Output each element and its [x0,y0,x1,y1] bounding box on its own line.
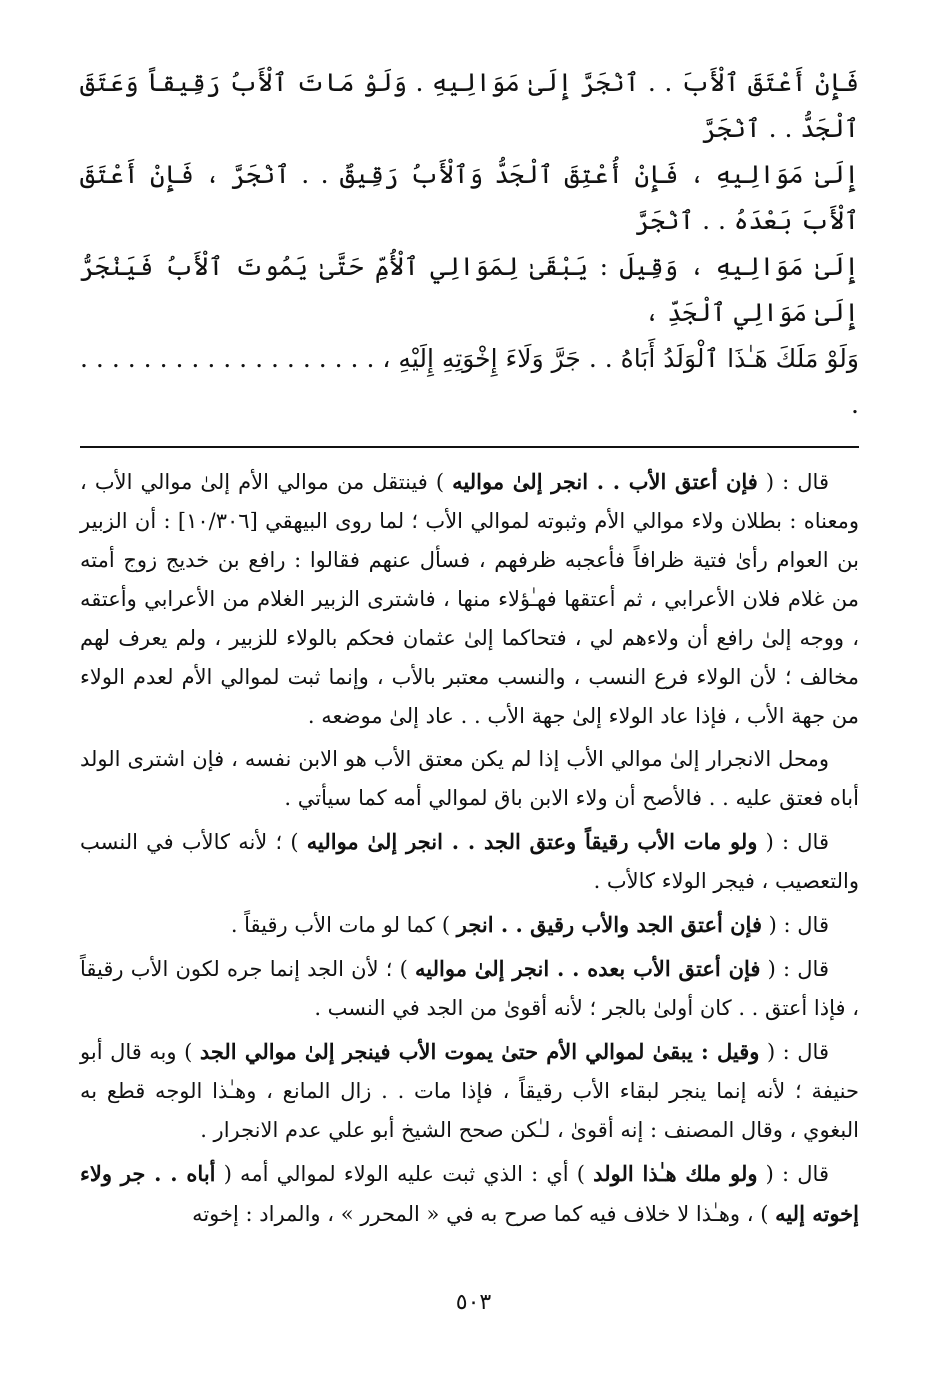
commentary-text: ) كما لو مات الأب رقيقاً . [230,913,457,937]
quoted-main-text: ولو ملك هـٰذا الولد [593,1161,758,1186]
commentary-text: ) فينتقل من موالي الأم إلىٰ موالي الأب ، ومعناه : بطلان ولاء موالي الأم وثبوته لموالي الأب ؛ لما روى البيهقي [١٠/٣٠٦] : أن الزبير بن العوام رأىٰ فتية ظرافاً فأعجبه ظرفهم ، فسأل عنهم فقالوا : رافع بن خديج زوج أمته من غلام فلان الأعرابي ، ثم أعتقها فهـٰؤلاء منها ، فاشترى الزبير الغلام من الأعرابي وأعتقه ، ووجه إلىٰ رافع أن ولاءهم لي ، فتحاكما إلىٰ عثمان فحكم بالولاء للزبير ، ولم يعرف لهم مخالف ؛ لأن الولاء فرع النسب ، والنسب معتبر بالأب ، وإنما ثبت لموالي الأم لعدم الولاء من جهة الأب ، فإذا عاد الولاء إلىٰ جهة الأب . . عاد إلىٰ موضعه . [80,470,859,728]
main-text-line: إِلَىٰ مَوَالِيهِ ، فَإِنْ أُعْتِقَ ٱلْجَدُّ وَٱلْأَبُ رَقِيقٌ . . ٱنْجَرَّ ، فَإِنْ أَعْتَقَ ٱلْأَبَ بَعْدَهُ . . ٱنْجَرَّ [80,160,859,235]
commentary-text: ) ، وهـٰذا لا خلاف فيه كما صرح به في « المحرر » ، والمراد : إخوته [192,1202,776,1226]
section-divider [80,446,859,448]
commentary-paragraph: ومحل الانجرار إلىٰ موالي الأب إذا لم يكن معتق الأب هو الابن نفسه ، فإن اشترى الولد أباه فعتق عليه . . فالأصح أن ولاء الابن باق لموالي أمه كما سيأتي . [80,747,859,810]
commentary-text: قال : ( [762,913,829,937]
quoted-main-text: ولو مات الأب رقيقاً وعتق الجد . . انجر إلىٰ مواليه [306,829,758,854]
commentary-text: قال : ( [757,1162,829,1186]
commentary-text: ) أي : الذي ثبت عليه الولاء لموالي أمه ( [215,1162,594,1186]
quoted-main-text: أباه . . جر ولاء إخوته إليه [80,1161,859,1226]
quoted-main-text: فإن أعتق الجد والأب رقيق . . انجر [456,912,762,937]
page-number: ٥٠٣ [455,1290,492,1315]
commentary-paragraph [80,905,859,945]
commentary-text: ) ؛ لأنه كالأب في النسب والتعصيب ، فيجر الولاء كالأب . [80,830,859,893]
quoted-main-text: فإن أعتق الأب . . انجر إلىٰ مواليه [452,469,758,494]
commentary-paragraph [80,822,859,901]
main-text [80,60,859,428]
commentary-text: قال : ( [757,830,829,854]
commentary-text: ) ؛ لأن الجد إنما جره لكون الأب رقيقاً ، فإذا أعتق . . كان أولىٰ بالجر ؛ لأنه أقوىٰ من الجد في النسب . [80,957,859,1020]
quoted-main-text: وقيل : يبقىٰ لموالي الأم حتىٰ يموت الأب فينجر إلىٰ موالي الجد [199,1039,760,1064]
main-text-line: إِلَىٰ مَوَالِيهِ ، وَقِيلَ : يَبْقَىٰ لِمَوَالِي ٱلْأُمِّ حَتَّىٰ يَمُوتَ ٱلْأَبُ فَيَنْجَرُّ إِلَىٰ مَوَالِي ٱلْجَدِّ ، [80,252,859,327]
commentary-paragraph [80,462,859,736]
main-text-line: فَإِنْ أَعْتَقَ ٱلْأَبَ . . ٱنْجَرَّ إِلَىٰ مَوَالِيهِ . وَلَوْ مَاتَ ٱلْأَبُ رَقِيقاً وَعَتَقَ ٱلْجَدُّ . . ٱنْجَرَّ [80,68,859,143]
main-text-line: وَلَوْ مَلَكَ هَـٰذَا ٱلْوَلَدُ أَبَاهُ . . جَرَّ وَلَاءَ إِخْوَتِهِ إِلَيْهِ ، . . . . . . . . . . . . . . . . . . . . [80,344,859,419]
commentary [80,462,859,1234]
commentary-paragraph [80,949,859,1028]
commentary-text: قال : ( [760,957,829,981]
commentary-paragraph [80,1032,859,1150]
commentary-text: قال : ( [757,470,829,494]
commentary-paragraph [80,1154,859,1234]
quoted-main-text: فإن أعتق الأب بعده . . انجر إلىٰ مواليه [415,956,761,981]
commentary-text: قال : ( [759,1040,829,1064]
commentary-text: ) وبه قال أبو حنيفة ؛ لأنه إنما ينجر لبقاء الأب رقيقاً ، فإذا مات . . زال المانع ، وهـٰذا الوجه قطع به البغوي ، وقال المصنف : إنه أقوىٰ ، لـٰكن صحح الشيخ أبو علي عدم الانجرار . [80,1040,859,1142]
